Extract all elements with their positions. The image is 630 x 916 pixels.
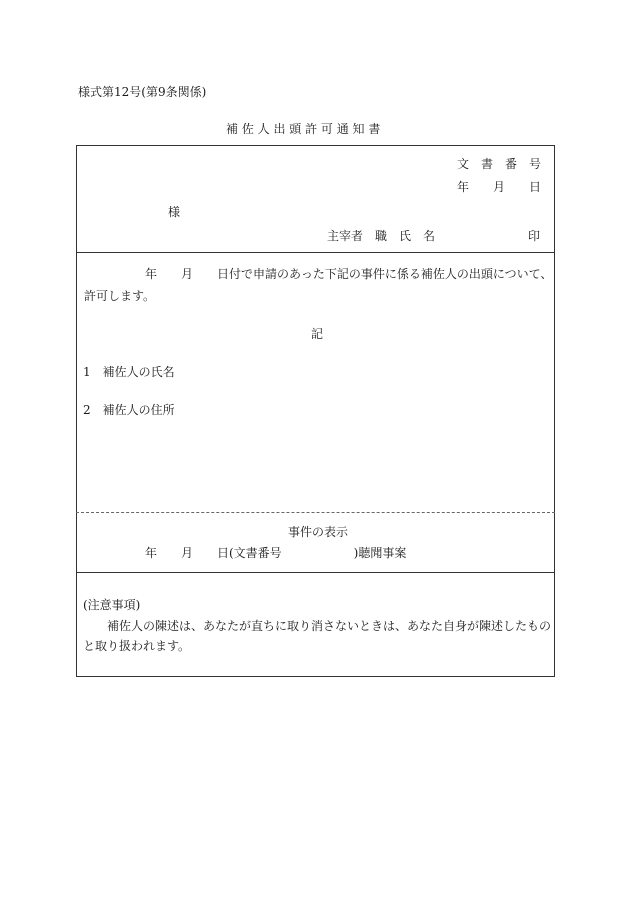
notice-body-line: 年 月 日付で申請のあった下記の事件に係る補佐人の出頭について、 [145,267,553,281]
notes-line: と取り扱われます。 [83,639,191,653]
issuer-label: 主宰者 職 氏 名 [327,229,436,243]
date-label: 年 月 日 [457,180,542,194]
section-divider [76,572,555,573]
notice-body-line: 許可します。 [84,289,156,303]
document-title: 補 佐 人 出 頭 許 可 通 知 書 [226,122,381,136]
dashed-divider [76,512,555,513]
form-id: 様式第12号(第9条関係) [78,85,207,99]
item-assistant-address: 2 補佐人の住所 [83,403,175,417]
case-heading: 事件の表示 [288,525,349,539]
notes-heading: (注意事項) [83,598,141,612]
item-assistant-name: 1 補佐人の氏名 [83,365,175,379]
document-number-label: 文 書 番 号 [457,157,542,171]
section-divider [76,252,555,253]
notes-line: 補佐人の陳述は、あなたが直ちに取り消さないときは、あなた自身が陳述したもの [107,619,552,633]
case-line: 年 月 日(文書番号 )聴聞事案 [145,546,407,560]
ki-heading: 記 [311,327,324,341]
addressee-suffix: 様 [168,205,181,219]
seal-label: 印 [528,229,541,243]
